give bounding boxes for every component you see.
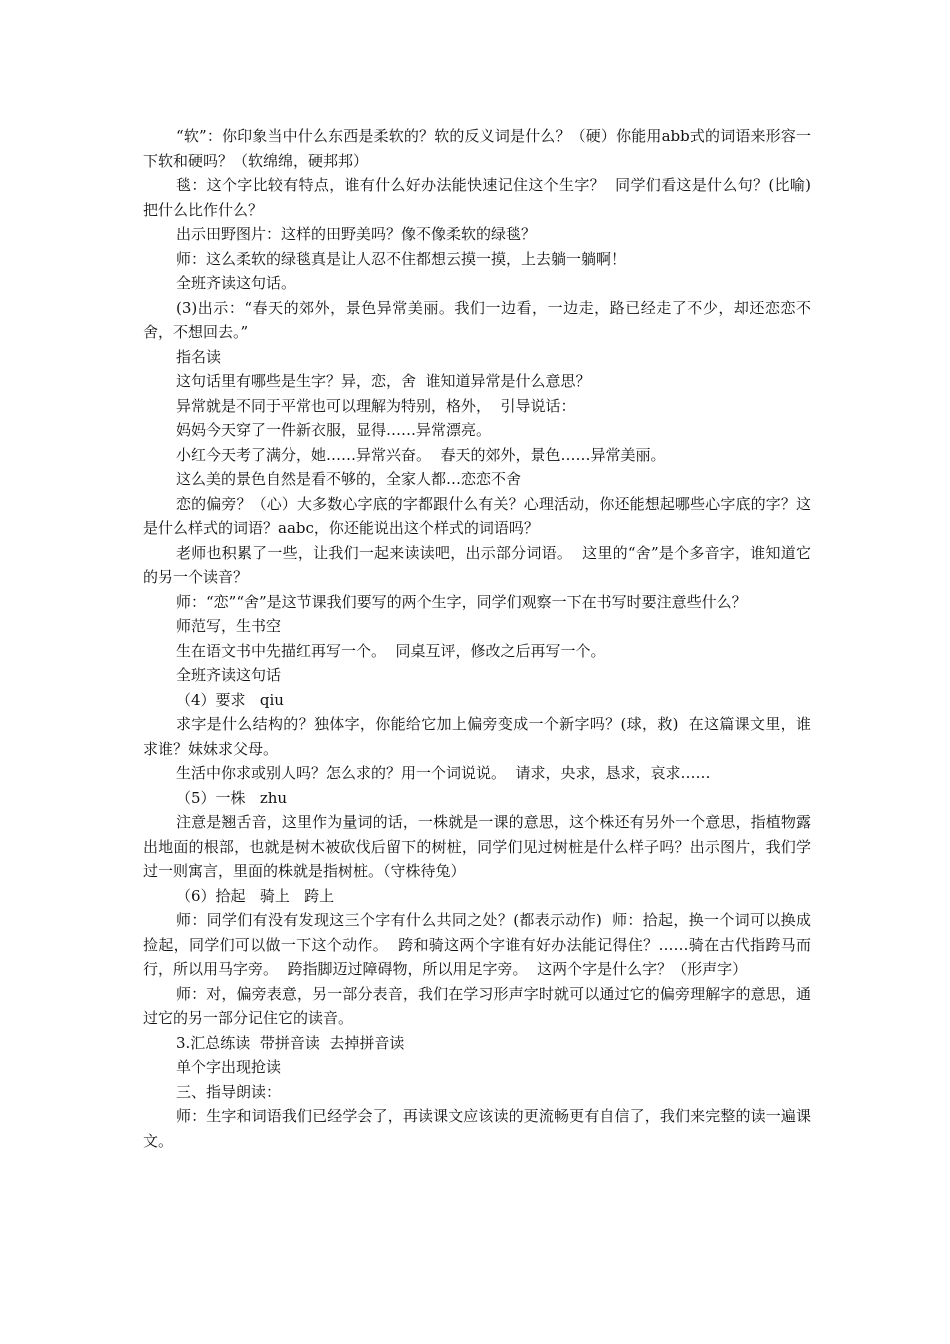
paragraph: 师：这么柔软的绿毯真是让人忍不住都想云摸一摸，上去躺一躺啊！ [176, 249, 627, 268]
paragraph: 师：对，偏旁表意，另一部分表音，我们在学习形声字时就可以通过它的偏旁理解字的意思，通过它的另一部分记住它的读音。 [143, 984, 811, 1027]
paragraph: 师：生字和词语我们已经学会了，再读课文应该读的更流畅更有自信了，我们来完整的读一遍课文。 [143, 1107, 811, 1150]
paragraph: 注意是翘舌音，这里作为量词的话，一株就是一课的意思，这个株还有另外一个意思，指植物露出地面的根部，也就是树木被砍伐后留下的树桩，同学们见过树桩是什么样子吗？出示图片，我们学过一则寓言，里面的株就是指树桩。（守株待兔） [143, 813, 811, 880]
paragraph: 求字是什么结构的？独体字，你能给它加上偏旁变成一个新字吗？(球，救) 在这篇课文里，谁求谁？妹妹求父母。 [143, 715, 811, 758]
paragraph: 这么美的景色自然是看不够的，全家人都…恋恋不舍 [176, 470, 522, 488]
paragraph: 指名读 [176, 347, 222, 366]
paragraph: 三、指导朗读： [176, 1082, 282, 1101]
paragraph: 单个字出现抢读 [176, 1058, 282, 1076]
paragraph: 全班齐读这句话。 [176, 274, 297, 292]
paragraph: 出示田野图片：这样的田野美吗？像不像柔软的绿毯？ [176, 225, 537, 243]
paragraph: 师范写，生书空 [176, 617, 282, 635]
paragraph: 小红今天考了满分，她……异常兴奋。 春天的郊外，景色……异常美丽。 [176, 445, 666, 464]
paragraph: 3.汇总练读 带拼音读 去掉拼音读 [176, 1033, 405, 1052]
paragraph: 师：同学们有没有发现这三个字有什么共同之处？(都表示动作) 师：拾起，换一个词可以换成捡起，同学们可以做一下这个动作。 跨和骑这两个字谁有好办法能记得住？……骑在古代指跨马而行，所以用马字旁。 跨指脚迈过障碍物，所以用足字旁。 这两个字是什么字？（形声字） [143, 911, 811, 978]
paragraph: 恋的偏旁？（心）大多数心字底的字都跟什么有关？心理活动，你还能想起哪些心字底的字？这是什么样式的词语？aabc，你还能说出这个样式的词语吗？ [143, 494, 811, 537]
paragraph: 异常就是不同于平常也可以理解为特别，格外， 引导说话： [176, 396, 576, 415]
paragraph: 这句话里有哪些是生字？异，恋，舍 谁知道异常是什么意思？ [176, 372, 591, 390]
paragraph: 生在语文书中先描红再写一个。 同桌互评，修改之后再写一个。 [176, 641, 606, 660]
paragraph: 毯：这个字比较有特点，谁有什么好办法能快速记住这个生字？ 同学们看这是什么句？(比喻) 把什么比作什么？ [143, 176, 821, 219]
paragraph: 师：“恋”“舍”是这节课我们要写的两个生字，同学们观察一下在书写时要注意些什么？ [176, 592, 747, 611]
paragraph: 老师也积累了一些，让我们一起来读读吧，出示部分词语。 这里的“舍”是个多音字，谁知道它的另一个读音？ [143, 543, 811, 586]
paragraph: （6）拾起 骑上 跨上 [176, 886, 335, 905]
paragraph: 生活中你求或别人吗？怎么求的？用一个词说说。 请求，央求，恳求，哀求…… [176, 764, 711, 782]
paragraph: （4）要求 qiu [176, 690, 284, 709]
paragraph: (3)出示：“春天的郊外，景色异常美丽。我们一边看，一边走，路已经走了不少，却还恋恋不舍，不想回去。” [143, 298, 811, 341]
document-body [143, 124, 821, 1153]
paragraph: 妈妈今天穿了一件新衣服，显得……异常漂亮。 [176, 421, 492, 439]
paragraph: “软”：你印象当中什么东西是柔软的？软的反义词是什么？（硬）你能用abb式的词语来形容一下软和硬吗？（软绵绵，硬邦邦） [143, 127, 811, 170]
paragraph: 全班齐读这句话 [176, 666, 282, 684]
paragraph: （5）一株 zhu [176, 788, 288, 807]
